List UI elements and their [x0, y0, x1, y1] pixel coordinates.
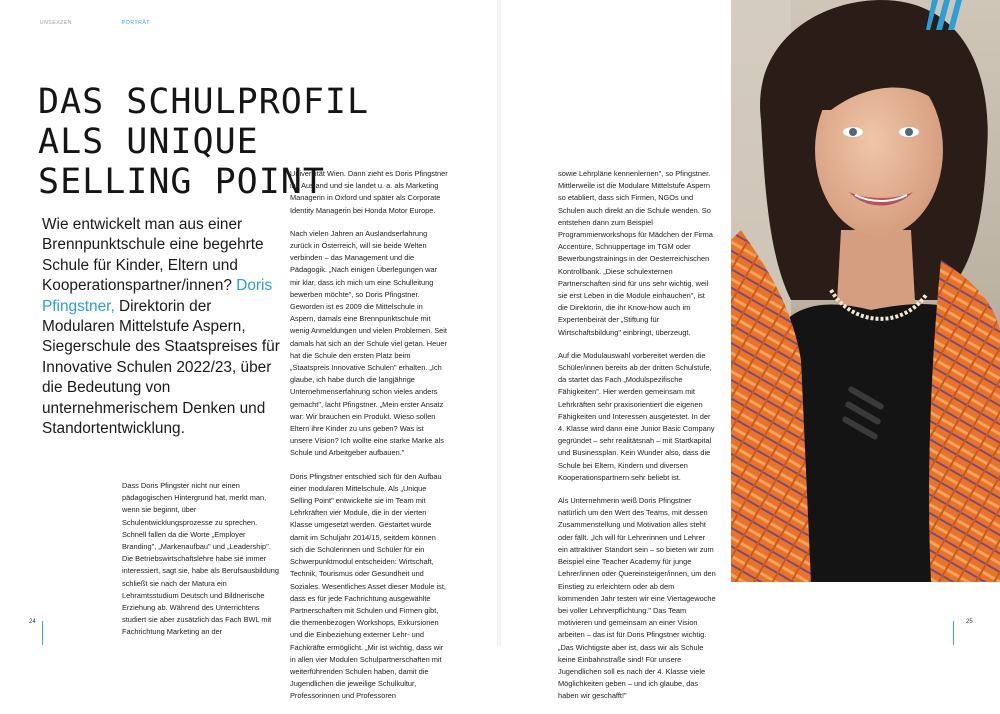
body-column-2 — [290, 168, 448, 714]
lead-question: Wie entwickelt man aus einer Brennpunktschule eine begehrte Schule für Kinder, Eltern und Kooperationspartner/innen? — [42, 216, 264, 295]
body-paragraph: Auf die Modulauswahl vorbereitet werden die Schüler/innen bereits ab der dritten Schulstufe, da startet das Fach „Modulspezifische Fähigkeiten". Hier werden gemeinsam mit Lehrkräften sehr praxisorientiert die eigenen Fähigkeiten und Interessen ausgetestet. In der 4. Klasse wird dann eine Junior Basic Company gegründet – sehr realitätsnah – mit Startkapital und Businessplan. Kein Wunder also, dass die Schule bei Eltern, Kindern und diversen Kooperationspartnern sehr beliebt ist. — [558, 350, 715, 482]
spine-gutter — [497, 0, 501, 646]
body-paragraph: Universität Wien. Dann zieht es Doris Pfingstner ins Ausland und sie landet u. a. als Marketing Managerin in Oxford und später als Corporate Identity Managerin bei Honda Motor Europe. — [290, 169, 448, 215]
folio-rule — [42, 621, 43, 645]
section-header: UNSEXZEN — [40, 20, 73, 26]
body-column-3 — [558, 168, 716, 714]
headline-line-3: SELLING POINT — [38, 162, 325, 202]
lead-person-name: Doris Pfingstner, — [42, 277, 273, 315]
body-paragraph: sowie Lehrpläne kennenlernen", so Pfingstner. Mittlerweile ist die Modulare Mittelstufe Aspern so etabliert, dass sich Firmen, NGOs und Schulen auch direkt an die Schule wenden. So entstehen dann zum Beispiel Programmierworkshops für Mädchen der Firma Accenture, Schnuppertage im TGM oder Bewerbungstrainings in der Oesterreichischen Kontrollbank. „Diese schulexternen Partnerschaften sind für uns sehr wichtig, weil sie erst Leben in die Module einhauchen", ist die Direktorin, die ihr Know-how auch im Expertenbeirat der „Stiftung für Wirtschaftsbildung" einbringt, überzeugt. — [558, 169, 713, 337]
body-paragraph: Doris Pfingstner entschied sich für den Aufbau einer modularen Mittelschule. Als „Unique Selling Point" entwickelte sie im Team mit Lehrkräften vier Module, die in der vierten Klasse umgesetzt werden. Gestartet wurde damit im Schuljahr 2014/15, seitdem können sich die Schülerinnen und Schüler für ein Schwerpunktmodul entscheiden: Wirtschaft, Technik, Tourismus oder Gesundheit und Soziales. Wesentliches Asset dieser Module ist, dass es für jede Fachrichtung ausgewählte Partnerschaften mit Schulen und Firmen gibt, die themenbezogen Workshops, Exkursionen und die Einbeziehung externer Lehr- und Fachkräfte ermöglicht. „Mir ist wichtig, dass wir in allen vier Modulen Schulpartnerschaften mit weiterführenden Schulen haben, damit die Jugendlichen die jeweilige Schulkultur, Professorinnen und Professoren — [290, 471, 446, 701]
headline-line-1: DAS SCHULPROFIL — [38, 82, 370, 122]
body-paragraph: Als Unternehmerin weiß Doris Pfingstner natürlich um den Wert des Teams, mit dessen Zusammenstellung und Motivation alles steht oder fällt. „Ich will für Lehrerinnen und Lehrer ein attraktiver Standort sein – so bieten wir zum Beispiel eine Teacher Academy für junge Lehrer/innen oder Quereinsteiger/innen, um den Einstieg zu erleichtern oder ab dem kommenden Jahr testen wir eine Viertagewoche bei voller Lehrverpflichtung." Das Team motivieren und gemeinsam an einer Vision arbeiten – das ist für Doris Pfingstner wichtig. „Das Wichtigste aber ist, dass wir als Schule keine Einbahnstraße sind! Für unsere Jugendlichen soll es nach der 4. Klasse viele Möglichkeiten geben – und ich glaube, das haben wir geschafft!" — [558, 496, 716, 701]
left-page — [0, 0, 498, 701]
body-paragraph: Nach vielen Jahren an Auslandserfahrung zurück in Österreich, will sie beide Welten verbinden – das Management und die Pädagogik. „Nach einigen Überlegungen war mir klar, dass ich mich um eine Schulleitung bewerben möchte", so Doris Pfingstner. Geworden ist es 2009 die Mittelschule in Aspern, damals eine Brennpunktschule mit wenig Anmeldungen und vielen Problemen. Seit damals hat sich an der Schule viel getan. Heuer hat die Schule den ersten Platz beim „Staatspreis Innovative Schulen" erhalten. „Ich glaube, ich habe durch die langjährige Unternehmenserfahrung schon vieles anders gemacht", lacht Pfingstner. „Mein erster Ansatz war: Wir brauchen ein Produkt. Wieso sollen Eltern ihre Kinder zu uns geben? Was ist unsere Vision? Ich wollte eine starke Marke als Schule und Arbeitgeber aufbauen." — [290, 228, 447, 458]
lead-description: Direktorin der Modularen Mittelstufe Aspern, Siegerschule des Staatspreises für Innovative Schulen 2022/23, über die Bedeutung von unternehmerischem Denken und Standortentwicklung. — [42, 297, 280, 438]
portrait-photo — [731, 0, 1000, 582]
body-column-1 — [122, 480, 280, 650]
body-paragraph: Dass Doris Pfingster nicht nur einen pädagogischen Hintergrund hat, merkt man, wenn sie beginnt, über Schulentwicklungsprozesse zu sprechen. Schnell fallen da die Worte „Employer Branding", „Markenaufbau" und „Leadership". Die Betriebswirtschaftslehre habe sie immer interessiert, sagt sie, habe als Berufsausbildung schließt sie nach der Matura ein Lehramtsstudium Deutsch und Bildnerische Erziehung ab. Während des Unterrichtens studiert sie aber zusätzlich das Fach BWL mit Fachrichtung Marketing an der — [122, 481, 279, 637]
page-number-right: 25 — [966, 619, 973, 625]
folio-rule — [953, 621, 954, 645]
lead-paragraph — [42, 215, 287, 439]
page-number-left: 24 — [29, 619, 36, 625]
headline-line-2: ALS UNIQUE — [38, 122, 259, 162]
decorative-stripes — [926, 0, 970, 30]
portrait-illustration — [731, 0, 1000, 582]
category-header: PORTRÄT — [122, 20, 150, 26]
